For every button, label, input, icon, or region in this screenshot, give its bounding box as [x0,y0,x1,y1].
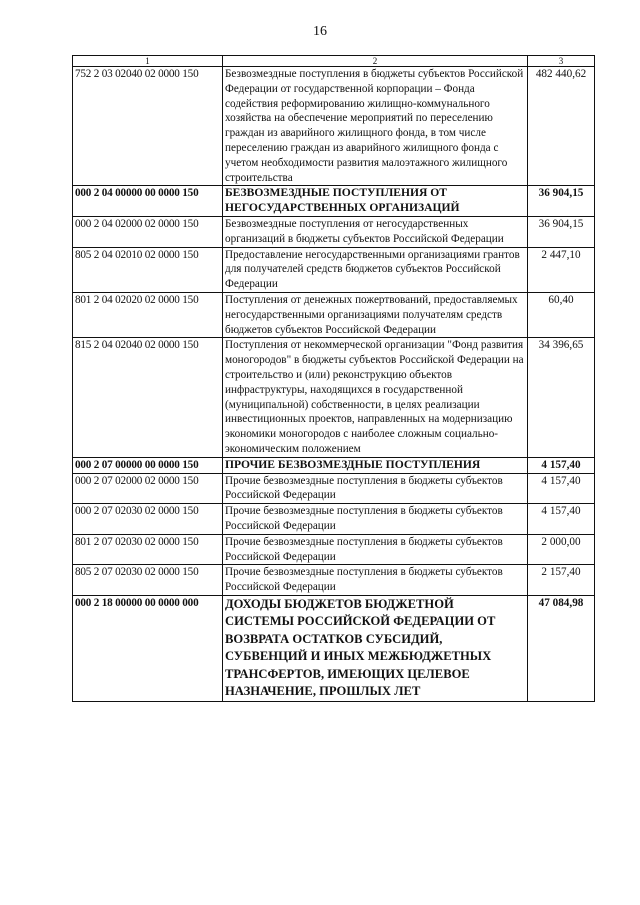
column-header-amount: 3 [528,56,595,67]
revenue-description: Прочие безвозмездные поступления в бюджеты субъектов Российской Федерации [223,534,528,565]
table-row [73,534,595,565]
amount-value: 60,40 [528,292,595,337]
page-number: 16 [313,24,327,39]
table-row [73,565,595,596]
table-header-row [73,56,595,67]
budget-code: 000 2 07 00000 00 0000 150 [73,457,223,473]
budget-code: 000 2 07 02000 02 0000 150 [73,473,223,504]
table-row-section [73,595,595,701]
amount-value: 36 904,15 [528,186,595,217]
table-row [73,473,595,504]
revenue-table [72,55,595,702]
table-row-section [73,457,595,473]
budget-code: 801 2 04 02020 02 0000 150 [73,292,223,337]
revenue-description: ДОХОДЫ БЮДЖЕТОВ БЮДЖЕТНОЙ СИСТЕМЫ РОССИЙСКОЙ ФЕДЕРАЦИИ ОТ ВОЗВРАТА ОСТАТКОВ СУБСИДИЙ, СУБВЕНЦИЙ И ИНЫХ МЕЖБЮДЖЕТНЫХ ТРАНСФЕРТОВ, ИМЕЮЩИХ ЦЕЛЕВОЕ НАЗНАЧЕНИЕ, ПРОШЛЫХ ЛЕТ [223,595,528,701]
table-row [73,292,595,337]
column-header-code: 1 [73,56,223,67]
table-row [73,504,595,535]
amount-value: 4 157,40 [528,504,595,535]
amount-value: 34 396,65 [528,338,595,457]
table-row [73,338,595,457]
budget-code: 805 2 04 02010 02 0000 150 [73,247,223,292]
table-row [73,216,595,247]
table-row [73,247,595,292]
revenue-description: Предоставление негосударственными организациями грантов для получателей средств бюджетов субъектов Российской Федерации [223,247,528,292]
budget-code: 000 2 04 02000 02 0000 150 [73,216,223,247]
revenue-description: БЕЗВОЗМЕЗДНЫЕ ПОСТУПЛЕНИЯ ОТ НЕГОСУДАРСТВЕННЫХ ОРГАНИЗАЦИЙ [223,186,528,217]
amount-value: 482 440,62 [528,67,595,186]
revenue-description: Безвозмездные поступления от негосударственных организаций в бюджеты субъектов Российской Федерации [223,216,528,247]
revenue-description: Безвозмездные поступления в бюджеты субъектов Российской Федерации от государственной корпорации – Фонда содействия реформированию жилищно-коммунального хозяйства на обеспечение мероприятий по переселению граждан из аварийного жилищного фонда, в том числе переселению граждан из аварийного жилищного фонда с учетом необходимости развития малоэтажного жилищного строительства [223,67,528,186]
revenue-description: Поступления от денежных пожертвований, предоставляемых негосударственными организациями получателям средств бюджетов субъектов Российской Федерации [223,292,528,337]
revenue-description: Прочие безвозмездные поступления в бюджеты субъектов Российской Федерации [223,504,528,535]
amount-value: 4 157,40 [528,473,595,504]
amount-value: 36 904,15 [528,216,595,247]
budget-code: 752 2 03 02040 02 0000 150 [73,67,223,186]
column-header-name: 2 [223,56,528,67]
revenue-description: Прочие безвозмездные поступления в бюджеты субъектов Российской Федерации [223,473,528,504]
revenue-description: Поступления от некоммерческой организации "Фонд развития моногородов" в бюджеты субъектов Российской Федерации на строительство и (или) реконструкцию объектов инфраструктуры, находящихся в государственной (муниципальной) собственности, в целях реализации инвестиционных проектов, направленных на модернизацию экономики моногородов с наиболее сложным социально-экономическим положением [223,338,528,457]
budget-code: 801 2 07 02030 02 0000 150 [73,534,223,565]
budget-code: 000 2 07 02030 02 0000 150 [73,504,223,535]
budget-code: 805 2 07 02030 02 0000 150 [73,565,223,596]
revenue-description: Прочие безвозмездные поступления в бюджеты субъектов Российской Федерации [223,565,528,596]
amount-value: 47 084,98 [528,595,595,701]
amount-value: 2 000,00 [528,534,595,565]
revenue-description: ПРОЧИЕ БЕЗВОЗМЕЗДНЫЕ ПОСТУПЛЕНИЯ [223,457,528,473]
table-row-section [73,186,595,217]
budget-code: 000 2 04 00000 00 0000 150 [73,186,223,217]
amount-value: 4 157,40 [528,457,595,473]
amount-value: 2 157,40 [528,565,595,596]
budget-code: 000 2 18 00000 00 0000 000 [73,595,223,701]
table-row [73,67,595,186]
amount-value: 2 447,10 [528,247,595,292]
budget-code: 815 2 04 02040 02 0000 150 [73,338,223,457]
